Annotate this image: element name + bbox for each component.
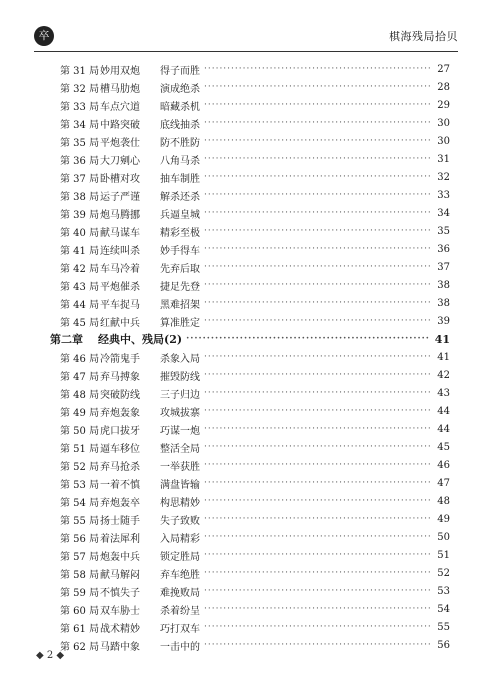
game-title-part1: 弃马抢杀 <box>100 461 140 473</box>
toc-entry <box>60 420 450 438</box>
game-title-part2: 一击中的 <box>160 641 200 653</box>
game-number: 第 58 局 <box>60 569 100 581</box>
game-title-part2: 先弃后取 <box>160 263 200 275</box>
toc-entry <box>60 258 450 276</box>
game-title-part2: 杀象入局 <box>160 353 200 365</box>
leader-dots <box>204 64 430 74</box>
game-title-part1: 连续叫杀 <box>100 245 140 257</box>
game-title-part1: 槽马肋炮 <box>100 83 140 95</box>
toc-entry <box>60 186 450 204</box>
leader-dots <box>204 442 430 452</box>
page-ref: 44 <box>437 423 450 435</box>
game-title-part1: 车马冷着 <box>100 263 140 275</box>
leader-dots <box>204 568 430 578</box>
game-number: 第 37 局 <box>60 173 100 185</box>
leader-dots <box>204 154 430 164</box>
toc-entry <box>60 456 450 474</box>
leader-dots <box>204 424 430 434</box>
toc-entry <box>60 96 450 114</box>
game-title-part2: 算准胜定 <box>160 317 200 329</box>
game-title-part2: 暗藏杀机 <box>160 101 200 113</box>
page-ref: 30 <box>437 117 450 129</box>
toc-entry <box>60 240 450 258</box>
leader-dots <box>204 118 430 128</box>
game-title-part2: 防不胜防 <box>160 137 200 149</box>
page-ref: 51 <box>437 549 450 561</box>
leader-dots <box>204 604 430 614</box>
game-title-part1: 弃炮轰卒 <box>100 497 140 509</box>
game-title-part1: 扬士随手 <box>100 515 140 527</box>
toc-entry <box>60 384 450 402</box>
game-title-part2: 兵逼皇城 <box>160 209 200 221</box>
leader-dots <box>204 244 430 254</box>
toc-entry <box>60 168 450 186</box>
game-number: 第 53 局 <box>60 479 100 491</box>
game-number: 第 32 局 <box>60 83 100 95</box>
game-number: 第 35 局 <box>60 137 100 149</box>
leader-dots <box>204 100 430 110</box>
page-ref: 49 <box>437 513 450 525</box>
game-title-part1: 突破防线 <box>100 389 140 401</box>
toc-entry <box>60 438 450 456</box>
toc-entry <box>60 348 450 366</box>
page-number: ◆ 2 ◆ <box>36 650 65 661</box>
page-ref: 38 <box>437 279 450 291</box>
leader-dots <box>204 550 430 560</box>
game-number: 第 33 局 <box>60 101 100 113</box>
game-title-part1: 车点穴道 <box>100 101 140 113</box>
page-ref: 52 <box>437 567 450 579</box>
page-header <box>34 26 458 48</box>
page-ref: 32 <box>437 171 450 183</box>
leader-dots <box>204 172 430 182</box>
page-ref: 41 <box>434 332 450 346</box>
game-title-part1: 卧槽对攻 <box>100 173 140 185</box>
leader-dots <box>204 388 430 398</box>
leader-dots <box>204 514 430 524</box>
page-ref: 30 <box>437 135 450 147</box>
leader-dots <box>204 460 430 470</box>
game-title-part2: 八角马杀 <box>160 155 200 167</box>
game-title-part1: 炮马腾挪 <box>100 209 140 221</box>
game-number: 第 49 局 <box>60 407 100 419</box>
game-title-part1: 炮轰中兵 <box>100 551 140 563</box>
page-ref: 50 <box>437 531 450 543</box>
page-ref: 33 <box>437 189 450 201</box>
game-title-part1: 献马解闷 <box>100 569 140 581</box>
game-title-part1: 红献中兵 <box>100 317 140 329</box>
leader-dots <box>204 586 430 596</box>
game-title-part2: 巧谋一炮 <box>160 425 200 437</box>
game-number: 第 57 局 <box>60 551 100 563</box>
game-number: 第 45 局 <box>60 317 100 329</box>
game-title-part1: 中路突破 <box>100 119 140 131</box>
leader-dots <box>204 496 430 506</box>
toc-entry <box>60 78 450 96</box>
leader-dots <box>204 298 430 308</box>
game-title-part2: 构思精妙 <box>160 497 200 509</box>
toc-entry <box>60 294 450 312</box>
game-title-part2: 抽车制胜 <box>160 173 200 185</box>
toc-entry <box>60 150 450 168</box>
game-title-part1: 大刀剜心 <box>100 155 140 167</box>
toc-entry <box>60 618 450 636</box>
game-title-part2: 满盘皆输 <box>160 479 200 491</box>
page-ref: 27 <box>437 63 450 75</box>
page-ref: 54 <box>437 603 450 615</box>
game-title-part1: 平车捉马 <box>100 299 140 311</box>
game-number: 第 43 局 <box>60 281 100 293</box>
game-number: 第 52 局 <box>60 461 100 473</box>
game-title-part1: 战术精妙 <box>100 623 140 635</box>
game-title-part1: 逼车移位 <box>100 443 140 455</box>
game-number: 第 40 局 <box>60 227 100 239</box>
toc-entry <box>60 402 450 420</box>
toc-entry <box>60 60 450 78</box>
game-number: 第 55 局 <box>60 515 100 527</box>
game-title-part2: 失子致败 <box>160 515 200 527</box>
leader-dots <box>186 334 430 344</box>
game-title-part2: 底线抽杀 <box>160 119 200 131</box>
game-title-part2: 弃车绝胜 <box>160 569 200 581</box>
game-title-part1: 着法犀利 <box>100 533 140 545</box>
page-ref: 44 <box>437 405 450 417</box>
game-title-part2: 解杀还杀 <box>160 191 200 203</box>
page-number-value: 2 <box>46 650 54 661</box>
page-ref: 34 <box>437 207 450 219</box>
leader-dots <box>204 208 430 218</box>
page-ref: 36 <box>437 243 450 255</box>
game-title-part2: 摧毁防线 <box>160 371 200 383</box>
game-title-part1: 虎口拔牙 <box>100 425 140 437</box>
chapter-number: 第二章 <box>50 333 83 346</box>
game-title-part1: 运子严谨 <box>100 191 140 203</box>
page-ref: 56 <box>437 639 450 651</box>
game-number: 第 42 局 <box>60 263 100 275</box>
leader-dots <box>204 532 430 542</box>
game-title-part2: 一举获胜 <box>160 461 200 473</box>
header-divider <box>34 51 458 52</box>
book-title: 棋海残局拾贝 <box>389 30 458 43</box>
toc-entry <box>60 582 450 600</box>
game-title-part2: 杀着纷呈 <box>160 605 200 617</box>
game-number: 第 51 局 <box>60 443 100 455</box>
game-title-part1: 平炮袭仕 <box>100 137 140 149</box>
page-ref: 41 <box>437 351 450 363</box>
game-title-part1: 弃炮轰象 <box>100 407 140 419</box>
toc-entry <box>60 636 450 654</box>
chapter-heading <box>50 330 450 348</box>
game-number: 第 31 局 <box>60 65 100 77</box>
leader-dots <box>204 640 430 650</box>
game-number: 第 41 局 <box>60 245 100 257</box>
game-title-part2: 精彩至极 <box>160 227 200 239</box>
leader-dots <box>204 622 430 632</box>
game-title-part2: 难挽败局 <box>160 587 200 599</box>
toc-entry <box>60 546 450 564</box>
page-ref: 46 <box>437 459 450 471</box>
game-title-part1: 马踏中象 <box>100 641 140 653</box>
game-number: 第 39 局 <box>60 209 100 221</box>
game-number: 第 38 局 <box>60 191 100 203</box>
game-title-part2: 演成绝杀 <box>160 83 200 95</box>
page-ref: 31 <box>437 153 450 165</box>
page-ref: 47 <box>437 477 450 489</box>
page-ref: 45 <box>437 441 450 453</box>
toc-entry <box>60 276 450 294</box>
page-ref: 43 <box>437 387 450 399</box>
game-title-part2: 锁定胜局 <box>160 551 200 563</box>
game-number: 第 54 局 <box>60 497 100 509</box>
game-title-part1: 平炮催杀 <box>100 281 140 293</box>
toc-entry <box>60 510 450 528</box>
toc-entry <box>60 114 450 132</box>
page-ref: 35 <box>437 225 450 237</box>
game-title-part2: 整活全局 <box>160 443 200 455</box>
game-title-part2: 捷足先登 <box>160 281 200 293</box>
game-title-part2: 得子而胜 <box>160 65 200 77</box>
game-number: 第 48 局 <box>60 389 100 401</box>
game-title-part1: 妙用双炮 <box>100 65 140 77</box>
game-number: 第 34 局 <box>60 119 100 131</box>
leader-dots <box>204 370 430 380</box>
leader-dots <box>204 406 430 416</box>
leader-dots <box>204 316 430 326</box>
leader-dots <box>204 352 430 362</box>
page-ref: 29 <box>437 99 450 111</box>
game-number: 第 36 局 <box>60 155 100 167</box>
leader-dots <box>204 226 430 236</box>
game-number: 第 56 局 <box>60 533 100 545</box>
chess-piece-icon: 卒 <box>34 26 54 46</box>
table-of-contents <box>50 60 450 654</box>
toc-entry <box>60 222 450 240</box>
game-number: 第 60 局 <box>60 605 100 617</box>
game-number: 第 59 局 <box>60 587 100 599</box>
game-number: 第 47 局 <box>60 371 100 383</box>
leader-dots <box>204 82 430 92</box>
toc-entry <box>60 492 450 510</box>
game-title-part2: 攻城拔寨 <box>160 407 200 419</box>
toc-entry <box>60 204 450 222</box>
game-title-part1: 献马谋车 <box>100 227 140 239</box>
game-title-part1: 双车胁士 <box>100 605 140 617</box>
leader-dots <box>204 280 430 290</box>
toc-entry <box>60 312 450 330</box>
game-title-part2: 入局精彩 <box>160 533 200 545</box>
page-ref: 39 <box>437 315 450 327</box>
game-number: 第 44 局 <box>60 299 100 311</box>
game-title-part2: 三子归边 <box>160 389 200 401</box>
game-title-part2: 妙手得车 <box>160 245 200 257</box>
game-title-part2: 黑难招架 <box>160 299 200 311</box>
game-title-part1: 弃马搏象 <box>100 371 140 383</box>
page-ref: 55 <box>437 621 450 633</box>
page-ref: 28 <box>437 81 450 93</box>
leader-dots <box>204 478 430 488</box>
game-number: 第 62 局 <box>60 641 100 653</box>
game-title-part1: 冷箭鬼手 <box>100 353 140 365</box>
game-number: 第 46 局 <box>60 353 100 365</box>
page-ref: 38 <box>437 297 450 309</box>
toc-entry <box>60 528 450 546</box>
leader-dots <box>204 262 430 272</box>
toc-entry <box>60 564 450 582</box>
toc-entry <box>60 474 450 492</box>
page-ref: 42 <box>437 369 450 381</box>
toc-entry <box>60 132 450 150</box>
chapter-title: 经典中、残局(2) <box>98 333 183 346</box>
leader-dots <box>204 136 430 146</box>
toc-entry <box>60 600 450 618</box>
page-ref: 53 <box>437 585 450 597</box>
page-ref: 37 <box>437 261 450 273</box>
game-title-part2: 巧打双车 <box>160 623 200 635</box>
game-number: 第 50 局 <box>60 425 100 437</box>
page-ref: 48 <box>437 495 450 507</box>
leader-dots <box>204 190 430 200</box>
game-number: 第 61 局 <box>60 623 100 635</box>
game-title-part1: 一着不慎 <box>100 479 140 491</box>
toc-entry <box>60 366 450 384</box>
game-title-part1: 不慎失子 <box>100 587 140 599</box>
